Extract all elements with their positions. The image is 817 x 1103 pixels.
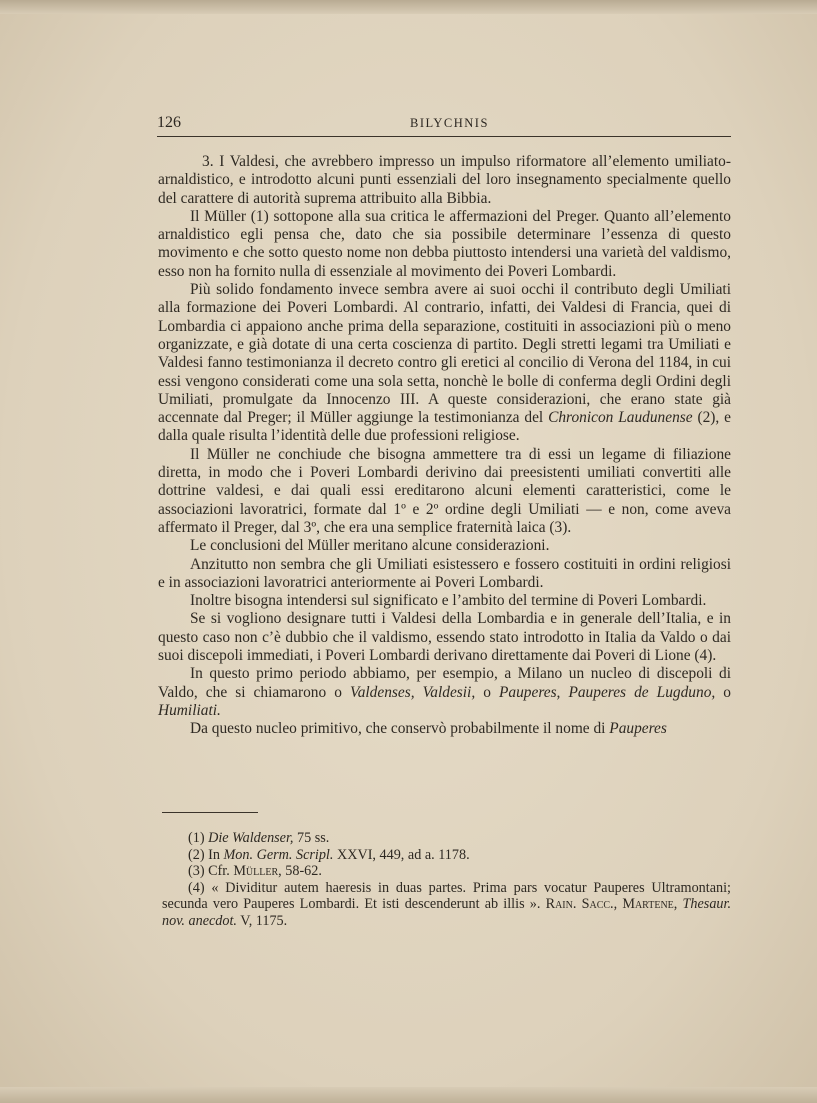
footnote-text: (4) « Dividitur autem haeresis in duas partes. Prima pars vocatur Pauperes Ultramontani; secunda vero Pauperes Lombardi. Et isti descenderunt ab illis ». (162, 879, 731, 913)
italic-title: Chronicon Laudunense (548, 409, 693, 427)
paragraph-text: o (475, 683, 499, 701)
footnote-2 (162, 847, 731, 864)
page-top-edge (0, 0, 817, 14)
paragraph-text: o (715, 683, 731, 701)
paragraph (158, 446, 731, 537)
paragraph-text: Le conclusioni del Müller meritano alcune considerazioni. (190, 537, 550, 555)
paragraph-text: Il Müller ne conchiude che bisogna ammettere tra di essi un legame di filiazione diretta, in modo che i Poveri Lombardi derivino dai preesistenti umiliati convertiti alle dottrine valdesi, e dai quali essi ereditarono alcuni elementi caratteristici, come le associazioni lavoratrici, formate dal 1º e 2º ordine degli Umiliati — e non, come aveva affermato il Preger, dal 3º, che era una semplice fraternità laica (3). (158, 445, 731, 536)
footnote-smallcaps: Martene, (622, 896, 678, 913)
footnote-text: (3) Cfr. (188, 863, 234, 880)
paragraph (158, 665, 731, 720)
footnote-text: V, 1175. (236, 912, 288, 929)
italic-term: Pauperes, Pauperes de Lugduno, (499, 683, 716, 701)
footnote-4 (162, 880, 731, 930)
footnote-1 (162, 830, 731, 847)
paragraph (158, 556, 731, 593)
paragraph-text: Più solido fondamento invece sembra avere ai suoi occhi il contributo degli Umiliati alla formazione dei Poveri Lombardi. Al contrario, infatti, dei Valdesi di Francia, quei di Lombardia ci appaiono anche prima della separazione, costituiti in associazioni più o meno organizzate, e già dotate di una certa coscienza di partito. Degli stretti legami tra Umiliati e Valdesi fanno testimonianza il decreto contro gli eretici al concilio di Verona del 1184, in cui essi vengono considerati come una sola setta, nonchè le bolle di conferma degli Ordini degli Umiliati, promulgate da Innocenzo III. A queste considerazioni, che erano state già accennate dal Preger; il Müller aggiunge la testimonianza del (158, 281, 731, 427)
journal-title: BILYCHNIS (410, 116, 489, 130)
paragraph-text: 3. I Valdesi, che avrebbero impresso un impulso riformatore all’elemento umiliato-arnaldistico, e introdotto alcuni punti essenziali del loro insegnamento specialmente quello del carattere di autorità suprema attribuito alla Bibbia. (158, 153, 731, 207)
paragraph (158, 720, 731, 738)
footnote-text: (2) In (188, 846, 224, 863)
paragraph (158, 153, 731, 208)
paragraph (158, 208, 731, 281)
page-number: 126 (157, 114, 181, 131)
paragraph (158, 592, 731, 610)
footnote-3 (162, 863, 731, 880)
paragraph (158, 610, 731, 665)
italic-term: Valdenses, Valdesii, (350, 683, 476, 701)
italic-term: Pauperes (609, 720, 667, 738)
paragraph-text: Se si vogliono designare tutti i Valdesi della Lombardia e in generale dell’Italia, e in questo caso non c’è dubbio che il valdismo, essendo stato introdotto in Italia da Valdo o dai suoi discepoli immediati, i Poveri Lombardi derivano direttamente dai Poveri di Lione (4). (158, 610, 731, 665)
paragraph (158, 537, 731, 555)
paragraph-text: Inoltre bisogna intendersi sul significato e l’ambito del termine di Poveri Lombardi. (190, 592, 707, 610)
paragraph-text: (2), e dalla quale risulta l’identità delle due professioni religiose. (158, 409, 731, 445)
footnote-smallcaps: Rain. Sacc., (545, 896, 618, 913)
footnotes (162, 830, 731, 930)
paragraph-text: In questo primo periodo abbiamo, per esempio, a Milano un nucleo di discepoli di Valdo, che si chiamarono o (158, 665, 731, 701)
running-header (157, 114, 731, 136)
footnote-italic: Die Waldenser, (208, 830, 294, 846)
footnote-text: XXVI, 449, ad a. 1178. (333, 846, 470, 863)
footnote-smallcaps: Müller, (233, 863, 282, 880)
italic-term: Humiliati. (158, 701, 221, 719)
footnote-rule (162, 812, 258, 813)
header-rule (157, 136, 731, 137)
footnote-italic: Mon. Germ. Scripl. (223, 846, 334, 863)
footnote-text: 58-62. (281, 863, 322, 880)
body-text (158, 153, 731, 739)
footnote-italic: Thesaur. nov. anecdot. (162, 896, 731, 929)
paragraph-text: Anzitutto non sembra che gli Umiliati esistessero e fossero costituiti in ordini religiosi e in associazioni lavoratrici anteriormente ai Poveri Lombardi. (158, 555, 731, 591)
footnote-text: (1) (188, 830, 209, 846)
page-bottom-edge (0, 1087, 817, 1103)
paragraph-text: Da questo nucleo primitivo, che conservò probabilmente il nome di (190, 720, 610, 738)
paragraph (158, 281, 731, 446)
paragraph-text: Il Müller (1) sottopone alla sua critica le affermazioni del Preger. Quanto all’elemento arnaldistico egli pensa che, dato che sia possibile determinare l’essenza di questo movimento e che sotto questo nome non debba piuttosto intendersi una varietà del valdismo, esso non ha fornito nulla di essenziale al movimento dei Poveri Lombardi. (158, 207, 731, 280)
footnote-text: 75 ss. (293, 830, 330, 846)
